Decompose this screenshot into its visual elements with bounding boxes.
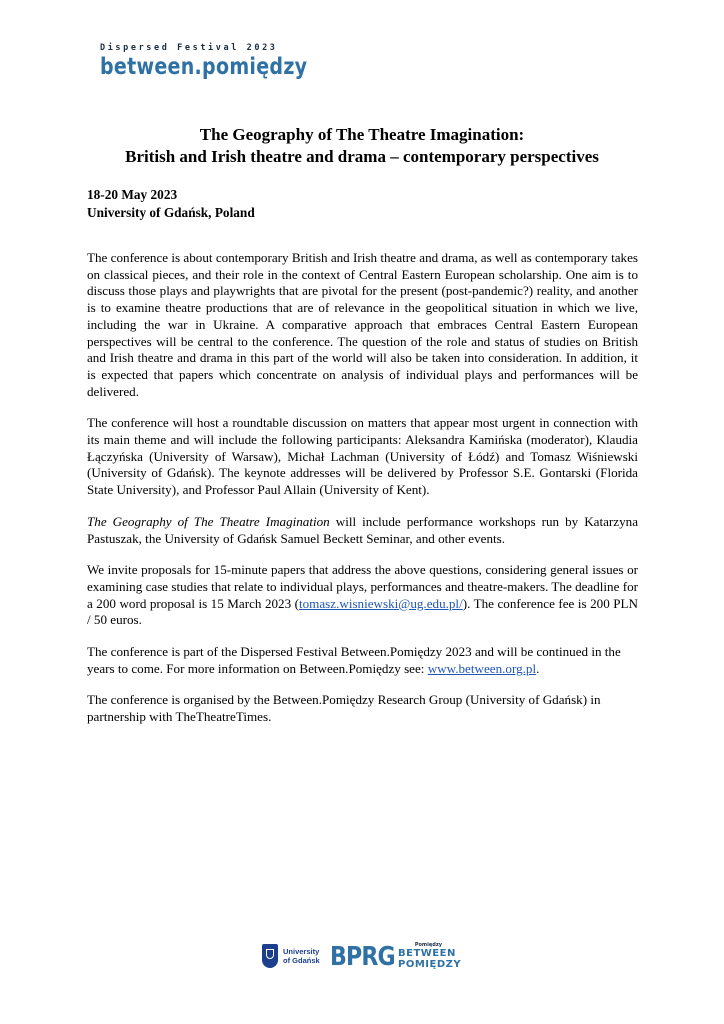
- title-line-1: The Geography of The Theatre Imagination:: [199, 125, 525, 144]
- bp-line-1: BETWEEN: [398, 948, 456, 959]
- paragraph-intro: The conference is about contemporary British and Irish theatre and drama, as well as contemporary takes on classical pieces, and their role in the context of Central Eastern European scholarship. One aim is to discuss those plays and playwrights that are pivotal for the present (post-pandemic?) reality, and another is to examine theatre productions that are of relevance in the geopolitical situation in which we live, including the war in Ukraine. A comparative approach that embraces Central Eastern European perspectives will be central to the conference. The question of the role and status of studies on British and Irish theatre and drama in this part of the world will also be taken into consideration. In addition, it is expected that papers which concentrate on analysis of individual plays and performances will be delivered.: [87, 250, 638, 399]
- event-venue: University of Gdańsk, Poland: [87, 205, 255, 220]
- workshops-text: will include performance workshops run by Katarzyna Pastuszak, the University of Gdańsk Samuel Beckett Seminar, and other events.: [87, 513, 639, 546]
- logo-wordmark: between.pomiędzy: [100, 54, 308, 80]
- ug-shield-icon: [262, 944, 278, 968]
- document-body: [87, 250, 638, 741]
- bp-line-2: POMIĘDZY: [398, 959, 462, 970]
- title-line-2: British and Irish theatre and drama – contemporary perspectives: [125, 147, 599, 166]
- paragraph-festival: [87, 644, 638, 677]
- paragraph-roundtable: The conference will host a roundtable discussion on matters that appear most urgent in connection with its main theme and will include the following participants: Aleksandra Kamińska (moderator), Klaudia Łączyńska (University of Warsaw), Michał Lachman (University of Łódź) and Tomasz Wiśniewski (University of Gdańsk). The keynote addresses will be delivered by Professor S.E. Gontarski (Florida State University), and Professor Paul Allain (University of Kent).: [87, 415, 638, 498]
- ug-line-2: of Gdańsk: [283, 956, 320, 965]
- between-pomiedzy-logo: [398, 942, 461, 970]
- festival-logo: [100, 43, 325, 80]
- event-dates: 18-20 May 2023: [87, 187, 178, 202]
- footer-logos: [0, 938, 724, 978]
- bprg-logo: BPRG: [330, 942, 395, 972]
- paragraph-call-for-papers: [87, 562, 638, 629]
- festival-end: .: [536, 660, 540, 676]
- conference-title-italic: The Geography of The Theatre Imagination: [87, 513, 330, 529]
- logo-tagline: Dispersed Festival 2023: [100, 43, 278, 53]
- paragraph-workshops: [87, 514, 638, 547]
- cfp-fee-text: ). The conference fee is 200 PLN / 50 euros.: [87, 595, 638, 628]
- festival-text: The conference is part of the Dispersed Festival Between.Pomiędzy 2023 and will be continued in the years to come. For more information on Between.Pomiędzy see:: [87, 644, 621, 676]
- document-title: [60, 124, 664, 168]
- cfp-text: We invite proposals for 15-minute papers that address the above questions, considering general issues or examining case studies that relate to individual plays, performances and theatre-makers. The deadline for a 200 word proposal is 15 March 2023 (: [87, 562, 638, 611]
- email-link[interactable]: tomasz.wisniewski@ug.edu.pl/: [299, 595, 463, 611]
- bp-small-text: Pomiędzy: [414, 942, 442, 948]
- university-of-gdansk-logo: [262, 944, 320, 968]
- paragraph-organisers: The conference is organised by the Between.Pomiędzy Research Group (University of Gdańsk) in partnership with TheTheatreTimes.: [87, 692, 601, 725]
- website-link[interactable]: www.between.org.pl: [427, 660, 537, 676]
- ug-line-1: University: [283, 947, 320, 956]
- event-meta: [87, 186, 255, 222]
